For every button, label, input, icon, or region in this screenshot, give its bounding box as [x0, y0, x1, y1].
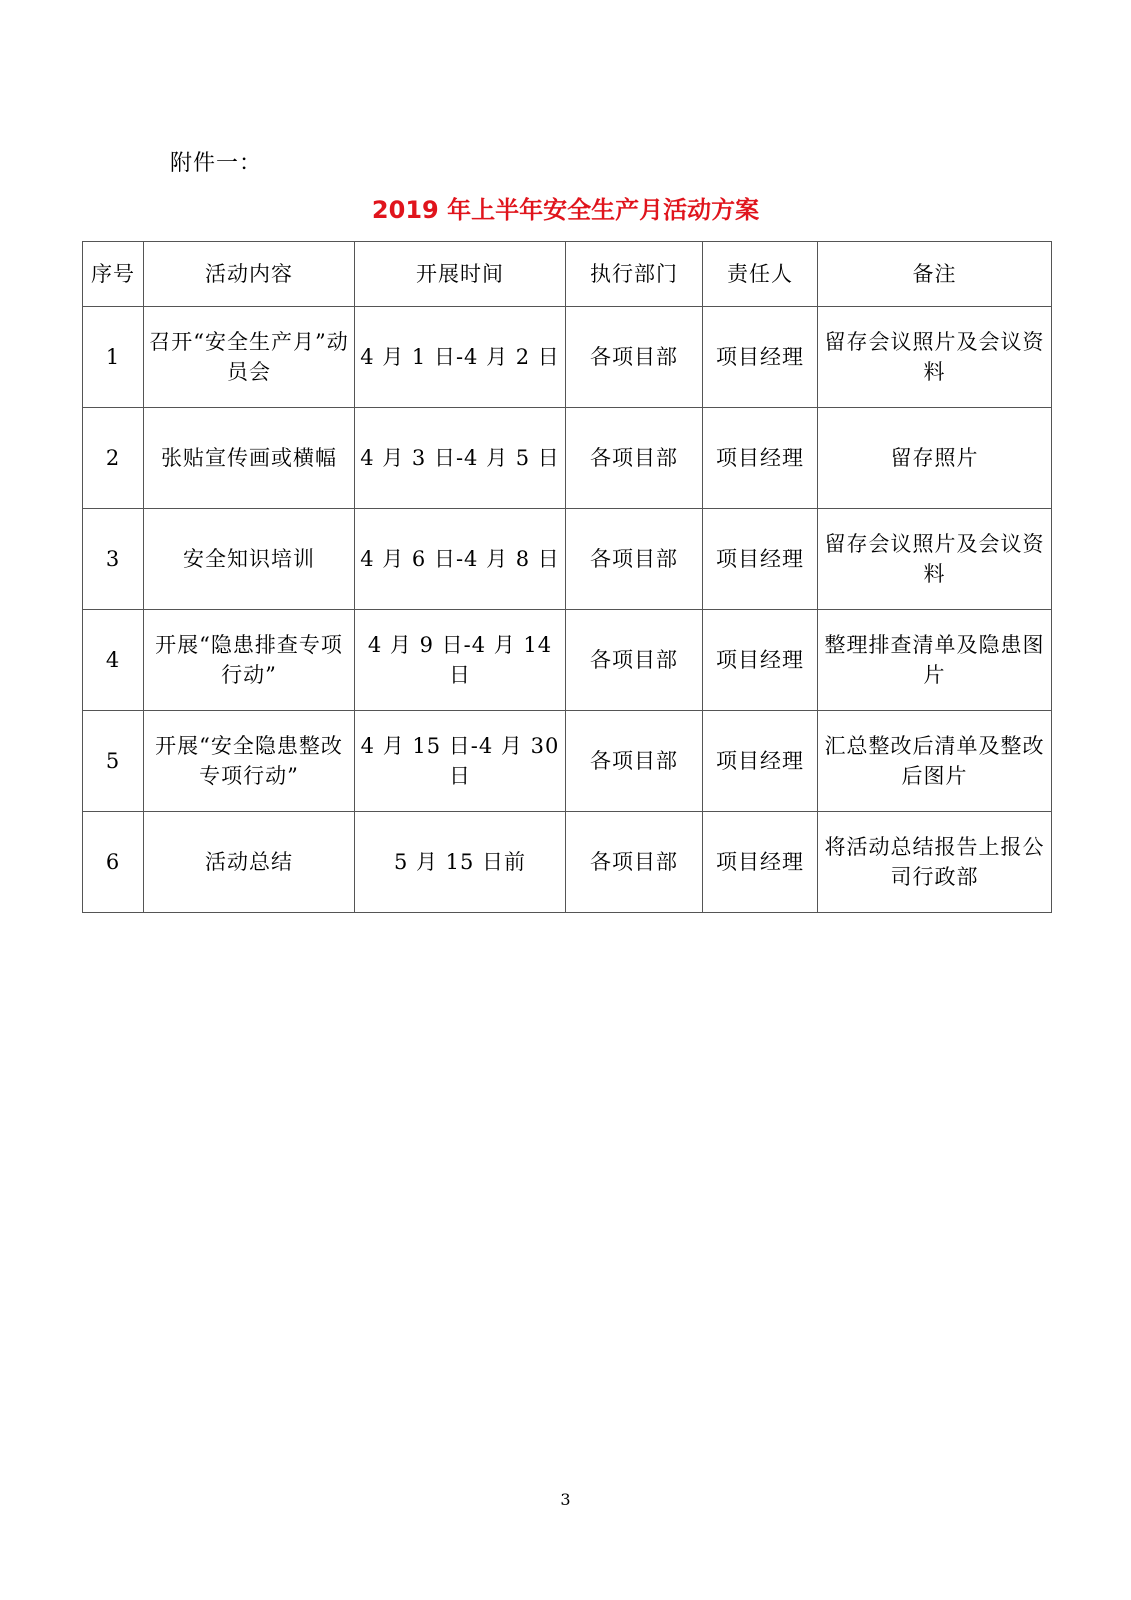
table-cell: 4 月 1 日-4 月 2 日 [355, 307, 566, 408]
table-cell: 各项目部 [566, 408, 703, 509]
table-row [83, 610, 1052, 711]
table-cell: 整理排查清单及隐患图片 [818, 610, 1052, 711]
attachment-label: 附件一： [170, 151, 263, 176]
header-cell: 备注 [818, 242, 1052, 307]
table-cell: 项目经理 [703, 610, 818, 711]
table-row [83, 408, 1052, 509]
table-cell: 4 月 3 日-4 月 5 日 [355, 408, 566, 509]
table-cell: 各项目部 [566, 307, 703, 408]
table-cell: 将活动总结报告上报公司行政部 [818, 812, 1052, 913]
table-cell: 活动总结 [144, 812, 355, 913]
table-cell: 项目经理 [703, 307, 818, 408]
table-cell: 安全知识培训 [144, 509, 355, 610]
header-cell: 序号 [83, 242, 144, 307]
table-row [83, 812, 1052, 913]
table-cell: 张贴宣传画或横幅 [144, 408, 355, 509]
table-cell: 各项目部 [566, 610, 703, 711]
table-cell: 项目经理 [703, 509, 818, 610]
table-cell: 汇总整改后清单及整改后图片 [818, 711, 1052, 812]
table-cell: 留存照片 [818, 408, 1052, 509]
table-cell: 留存会议照片及会议资料 [818, 307, 1052, 408]
table-cell: 各项目部 [566, 812, 703, 913]
table-cell: 项目经理 [703, 408, 818, 509]
table-cell: 5 [83, 711, 144, 812]
header-cell: 活动内容 [144, 242, 355, 307]
page-number: 3 [560, 1490, 571, 1509]
table-cell: 1 [83, 307, 144, 408]
table-cell: 项目经理 [703, 812, 818, 913]
table-row [83, 509, 1052, 610]
activity-plan-table [82, 241, 1052, 913]
table-cell: 各项目部 [566, 509, 703, 610]
table-cell: 项目经理 [703, 711, 818, 812]
header-cell: 执行部门 [566, 242, 703, 307]
table-row [83, 307, 1052, 408]
table-cell: 开展“安全隐患整改专项行动” [144, 711, 355, 812]
table-row [83, 711, 1052, 812]
table-cell: 4 [83, 610, 144, 711]
table-cell: 4 月 9 日-4 月 14 日 [355, 610, 566, 711]
table-cell: 5 月 15 日前 [355, 812, 566, 913]
table-cell: 4 月 15 日-4 月 30 日 [355, 711, 566, 812]
table-cell: 开展“隐患排查专项行动” [144, 610, 355, 711]
header-cell: 开展时间 [355, 242, 566, 307]
table-cell: 6 [83, 812, 144, 913]
table-header-row [83, 242, 1052, 307]
header-cell: 责任人 [703, 242, 818, 307]
table-cell: 留存会议照片及会议资料 [818, 509, 1052, 610]
table-cell: 2 [83, 408, 144, 509]
table-cell: 3 [83, 509, 144, 610]
document-title: 2019 年上半年安全生产月活动方案 [371, 196, 760, 224]
table-cell: 各项目部 [566, 711, 703, 812]
table-cell: 4 月 6 日-4 月 8 日 [355, 509, 566, 610]
table-cell: 召开“安全生产月”动员会 [144, 307, 355, 408]
